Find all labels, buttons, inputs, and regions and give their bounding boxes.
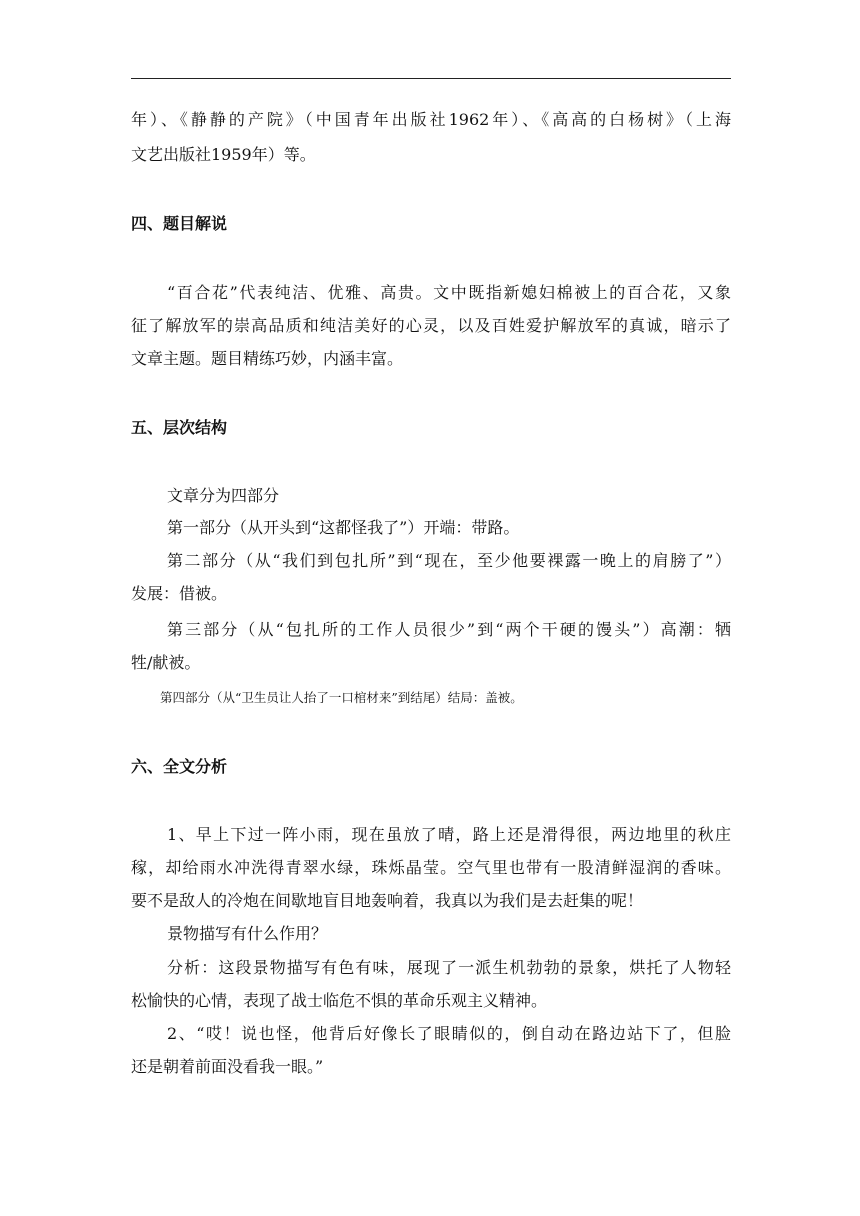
paragraph-line: 1、早上下过一阵小雨，现在虽放了晴，路上还是滑得很，两边地里的秋庄 [167, 825, 731, 844]
paragraph-line: 第四部分（从“卫生员让人抬了一口棺材来”到结尾）结局：盖被。 [160, 690, 523, 705]
header-rule [131, 78, 731, 79]
paragraph-line: 发展：借被。 [131, 584, 228, 603]
paragraph-line: 第一部分（从开头到“这都怪我了”）开端：带路。 [167, 518, 520, 537]
paragraph-line: 牲/献被。 [131, 653, 201, 672]
section-heading-4: 四、题目解说 [131, 214, 228, 233]
paragraph-line: 年）、《静静的产院》（中国青年出版社1962年）、《高高的白杨树》（上海 [131, 110, 731, 129]
paragraph-line: 文章分为四部分 [167, 486, 280, 505]
paragraph-line: 2、“哎！说也怪，他背后好像长了眼睛似的，倒自动在路边站下了，但脸 [167, 1024, 731, 1043]
paragraph-line: 还是朝着前面没看我一眼。” [131, 1057, 324, 1076]
paragraph-line: 征了解放军的崇高品质和纯洁美好的心灵，以及百姓爱护解放军的真诚，暗示了 [131, 316, 731, 335]
paragraph-line: 第二部分（从“我们到包扎所”到“现在，至少他要裸露一晚上的肩膀了”） [167, 551, 731, 570]
paragraph-line: “百合花”代表纯洁、优雅、高贵。文中既指新媳妇棉被上的百合花，又象 [167, 283, 731, 302]
paragraph-line: 第三部分（从“包扎所的工作人员很少”到“两个干硬的馒头”）高潮：牺 [167, 620, 731, 639]
section-heading-6: 六、全文分析 [131, 757, 228, 776]
section-heading-5: 五、层次结构 [131, 418, 228, 437]
paragraph-line: 文艺出版社1959年）等。 [131, 145, 316, 164]
paragraph-line: 松愉快的心情，表现了战士临危不惧的革命乐观主义精神。 [131, 991, 548, 1010]
paragraph-line: 景物描写有什么作用？ [167, 924, 328, 943]
paragraph-line: 文章主题。题目精练巧妙，内涵丰富。 [131, 349, 404, 368]
paragraph-line: 要不是敌人的冷炮在间歇地盲目地轰响着，我真以为我们是去赶集的呢！ [131, 891, 644, 910]
paragraph-line: 稼，却给雨水冲洗得青翠水绿，珠烁晶莹。空气里也带有一股清鲜湿润的香味。 [131, 858, 731, 877]
paragraph-line: 分析：这段景物描写有色有味，展现了一派生机勃勃的景象，烘托了人物轻 [167, 958, 731, 977]
